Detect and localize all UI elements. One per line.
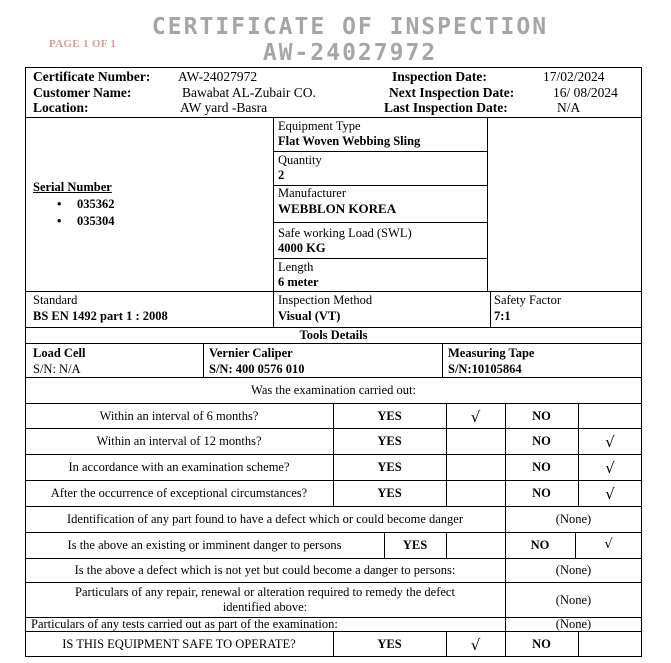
inspection-method-value: Visual (VT) (278, 309, 341, 323)
manufacturer-value: WEBBLON KOREA (278, 201, 397, 216)
no-tick-icon: √ (605, 485, 615, 503)
defect-identification-question: Identification of any part found to have a defect which or could become danger (66, 512, 464, 526)
no-label: NO (532, 434, 551, 448)
quantity-label: Quantity (278, 153, 322, 167)
serial-number-label: Serial Number (33, 180, 112, 194)
length-value: 6 meter (278, 275, 319, 289)
yes-tick-icon: √ (470, 408, 481, 426)
repair-question-continued: identified above: (222, 600, 308, 614)
tests-answer: (None) (555, 617, 592, 631)
next-inspection-date-label: Next Inspection Date: (389, 85, 515, 100)
safety-factor-label: Safety Factor (494, 293, 561, 307)
yes-label: YES (377, 637, 402, 651)
tests-question: Particulars of any tests carried out as part of the examination: (31, 617, 338, 631)
standard-label: Standard (33, 293, 78, 307)
customer-name-label: Customer Name: (33, 85, 132, 100)
examination-title: Was the examination carried out: (251, 383, 416, 397)
no-label: NO (532, 637, 551, 651)
inspection-date-label: Inspection Date: (392, 69, 487, 84)
inspection-method-label: Inspection Method (278, 293, 373, 307)
yes-label: YES (377, 460, 402, 474)
yes-label: YES (377, 409, 402, 423)
no-label: NO (532, 486, 551, 500)
no-tick-icon: √ (605, 459, 615, 477)
safe-to-operate-question: IS THIS EQUIPMENT SAFE TO OPERATE? (62, 637, 296, 651)
load-cell-label: Load Cell (33, 346, 86, 360)
swl-label: Safe working Load (SWL) (278, 226, 412, 240)
safety-factor-value: 7:1 (494, 309, 511, 323)
manufacturer-label: Manufacturer (278, 186, 347, 200)
measuring-tape-sn: S/N:10105864 (448, 362, 522, 376)
question-label: After the occurrence of exceptional circumstances? (50, 486, 308, 500)
repair-question: Particulars of any repair, renewal or alteration required to remedy the defect (75, 585, 455, 599)
equipment-type-label: Equipment Type (278, 119, 361, 133)
measuring-tape-label: Measuring Tape (448, 346, 535, 360)
certificate-number-label: Certificate Number: (33, 69, 151, 84)
question-label: Within an interval of 12 months? (96, 434, 262, 448)
certificate-title: CERTIFICATE OF INSPECTION (151, 14, 549, 40)
standard-value: BS EN 1492 part 1 : 2008 (33, 309, 168, 323)
vernier-caliper-sn: S/N: 400 0576 010 (209, 362, 305, 376)
no-label: NO (532, 460, 551, 474)
danger-question: Is the above an existing or imminent danger to persons (67, 538, 342, 552)
swl-value: 4000 KG (278, 241, 326, 255)
quantity-value: 2 (278, 168, 285, 182)
tools-details-title: Tools Details (299, 328, 368, 342)
location-label: Location: (33, 100, 89, 115)
yes-label: YES (402, 538, 428, 552)
question-label: Within an interval of 6 months? (99, 409, 259, 423)
last-inspection-date-label: Last Inspection Date: (384, 100, 508, 115)
no-tick-icon: √ (605, 433, 615, 451)
page-label: PAGE 1 OF 1 (49, 38, 117, 50)
length-label: Length (278, 260, 314, 274)
serial-number-item: • 035362 (57, 197, 115, 211)
no-label: NO (532, 409, 551, 423)
repair-answer: (None) (555, 593, 592, 607)
location-value: AW yard -Basra (180, 100, 268, 115)
yes-tick-icon: √ (470, 636, 481, 654)
customer-name-value: Bawabat AL-Zubair CO. (182, 85, 316, 100)
vernier-caliper-label: Vernier Caliper (209, 346, 293, 360)
inspection-date-value: 17/02/2024 (543, 69, 605, 84)
future-danger-answer: (None) (555, 563, 592, 577)
question-label: In accordance with an examination scheme? (68, 460, 290, 474)
yes-label: YES (377, 486, 402, 500)
yes-label: YES (377, 434, 402, 448)
equipment-type-value: Flat Woven Webbing Sling (278, 134, 421, 148)
next-inspection-date-value: 16/ 08/2024 (553, 85, 618, 100)
defect-identification-answer: (None) (555, 512, 592, 526)
load-cell-sn: S/N: N/A (33, 362, 81, 376)
last-inspection-date-value: N/A (557, 100, 581, 115)
certificate-number-title: AW-24027972 (262, 40, 438, 66)
certificate-number-value: AW-24027972 (178, 69, 258, 84)
serial-number-item: • 035304 (57, 214, 115, 228)
future-danger-question: Is the above a defect which is not yet but could become a danger to persons: (74, 563, 456, 577)
no-label: NO (530, 538, 550, 552)
no-tick-icon: √ (604, 537, 613, 552)
serial-number-list (33, 196, 115, 230)
